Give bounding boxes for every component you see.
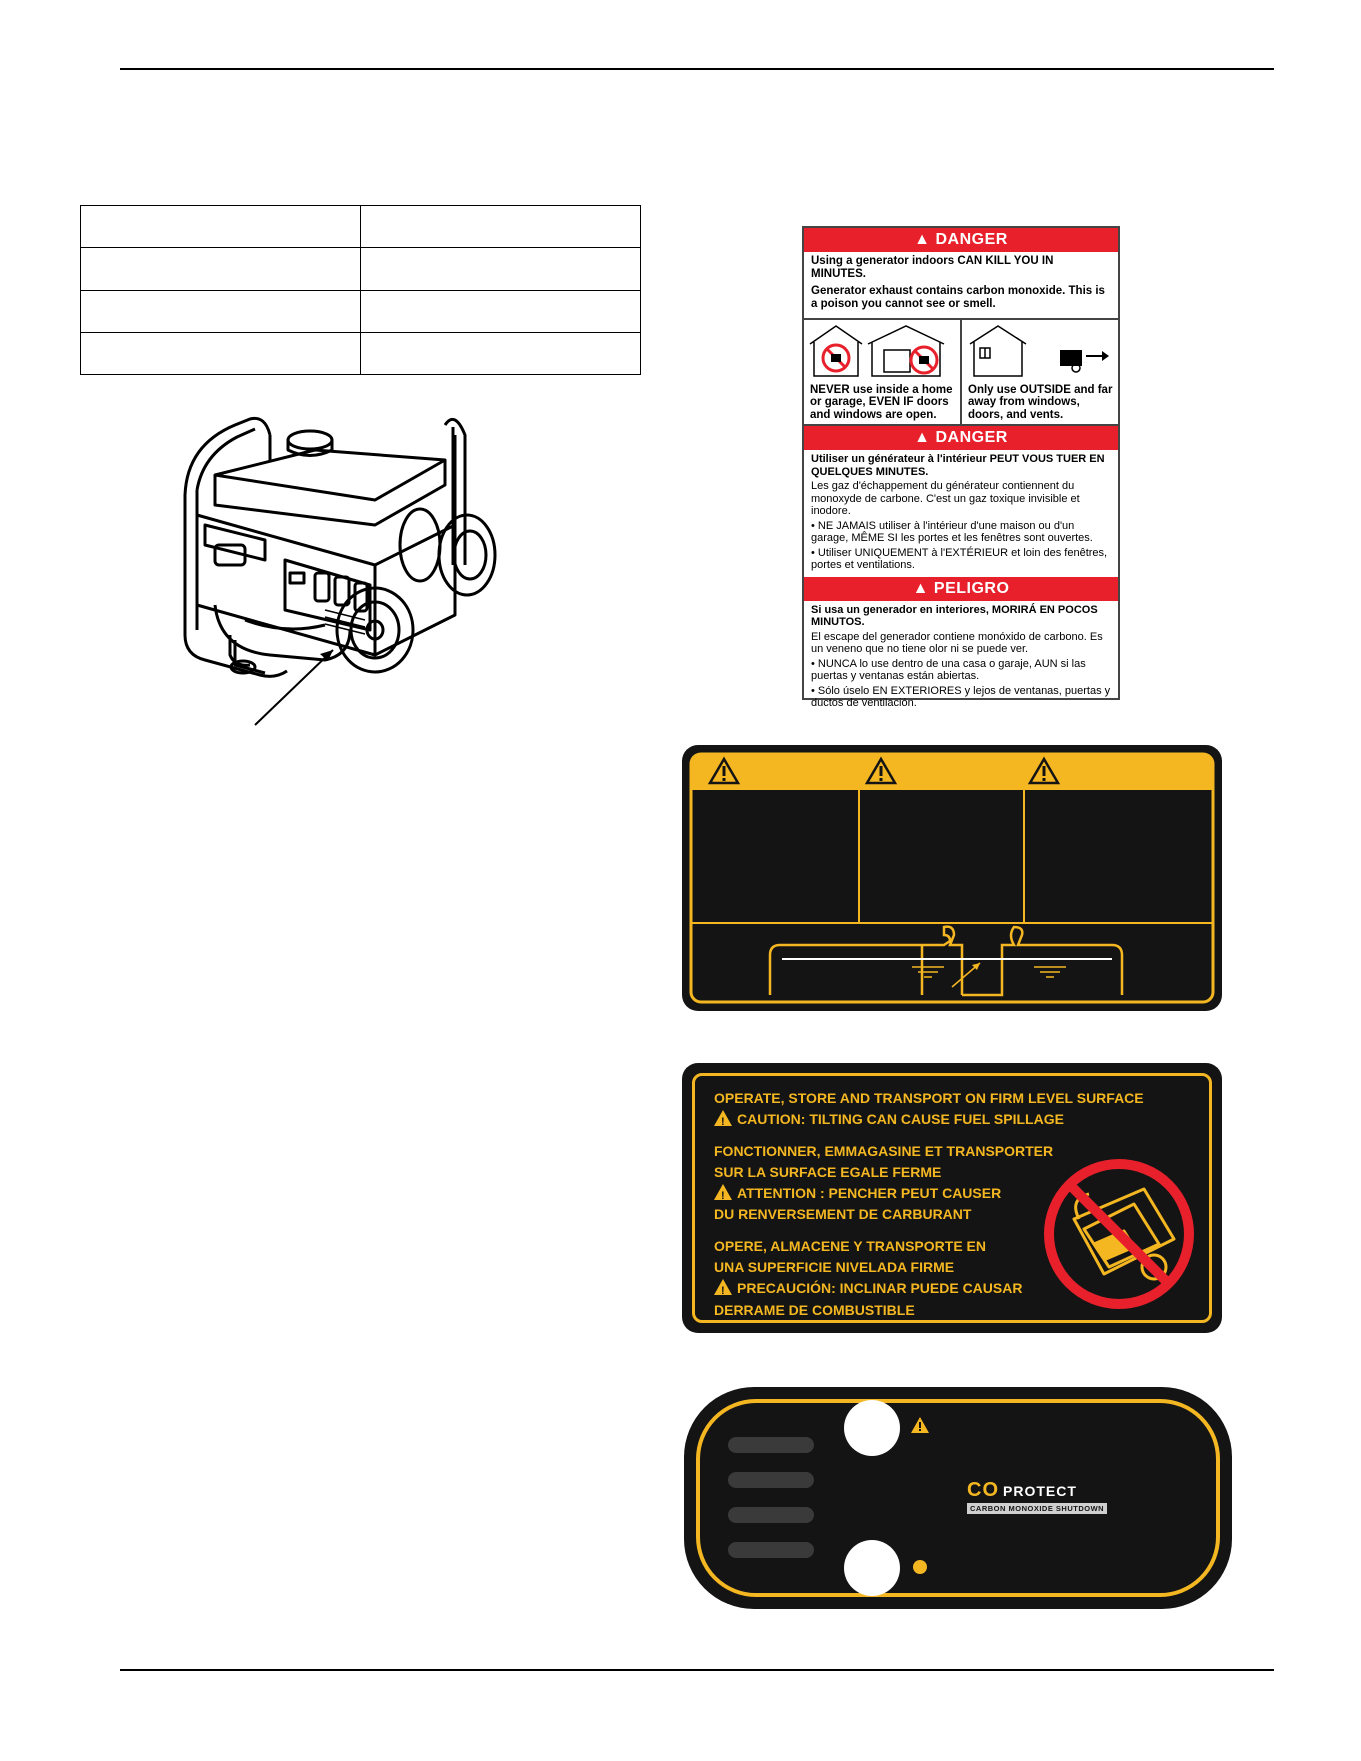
warning-icon: ▲ [912,579,929,597]
generator-illustration [175,405,575,735]
warning-icon [714,1110,732,1126]
no-tilting-icon [1034,1149,1204,1319]
oil-fill-label-art [682,745,1222,1011]
warning-icon [714,1279,732,1295]
phone-icon [913,1560,927,1574]
danger-body-fr: Utiliser un générateur à l'intérieur PEUT VOUS TUER EN QUELQUES MINUTES. Les gaz d'échappement du générateur contiennent du monoxyde de carbone. C'est un gaz toxique invisible et inodore. • NE JAMAIS utiliser à l'intérieur d'une maison ou d'un garage, MÊME SI les portes et les fenêtres sont ouvertes. • Utiliser UNIQUEMENT à l'EXTÉRIEUR et loin des fenêtres, portes et ventilations. [811,453,1108,571]
danger-co-label [802,226,1120,709]
fuel-label-text: OPERATE, STORE AND TRANSPORT ON FIRM LEVEL SURFACE !CAUTION: TILTING CAN CAUSE FUEL SPILLAGE FONCTIONNER, EMMAGASINE ET TRANSPORTER SUR LA SURFACE EGALE FERME !ATTENTION : PENCHER PEUT CAUSER DU RENVERSEMENT DE CARBURANT OPERE, ALMACENE Y TRANSPORTE EN UNA SUPERFICIE NIVELADA FIRME !PRECAUCIÓN: INCLINAR PUEDE CAUSAR DERRAME DE COMBUSTIBLE [714,1088,1134,1321]
table-row [81,206,641,248]
co-protect-panel-label [684,1387,1232,1609]
outdoor-only-panel: Only use OUTSIDE and far away from windows, doors, and vents. [960,320,1118,424]
danger-body-en: Using a generator indoors CAN KILL YOU IN MINUTES. Generator exhaust contains carbon monoxide. This is a poison you cannot see or smell. [811,255,1105,310]
table-row [81,248,641,290]
danger-pictogram-row [804,318,1118,426]
table-row [81,332,641,374]
house-garage-prohibited-icon [806,322,956,378]
co-protect-logo: CO PROTECT CARBON MONOXIDE SHUTDOWN [967,1479,1107,1514]
table-row [81,290,641,332]
danger-heading-en: ▲ DANGER [804,228,1118,252]
spec-table [80,205,641,375]
danger-heading-fr: ▲ DANGER [804,426,1118,450]
bottom-rule [120,1669,1274,1671]
top-rule [120,68,1274,70]
warning-icon: ▲ [914,231,931,248]
house-outside-icon [964,322,1114,378]
danger-heading-es: ▲ PELIGRO [804,577,1118,601]
indoor-prohibited-panel: NEVER use inside a home or garage, EVEN IF doors and windows are open. [804,320,960,424]
warning-icon [714,1184,732,1200]
danger-body-es: Si usa un generador en interiores, MORIRÁ EN POCOS MINUTOS. El escape del generador contiene monóxido de carbono. Es un veneno que no tiene olor ni se puede ver. • NUNCA lo use dentro de una casa o garaje, AUN si las puertas y ventanas están abiertas. • Sólo úselo EN EXTERIORES y lejos de ventanas, puertas y ductos de ventilación. [811,603,1111,709]
warning-icon: ▲ [914,429,931,446]
